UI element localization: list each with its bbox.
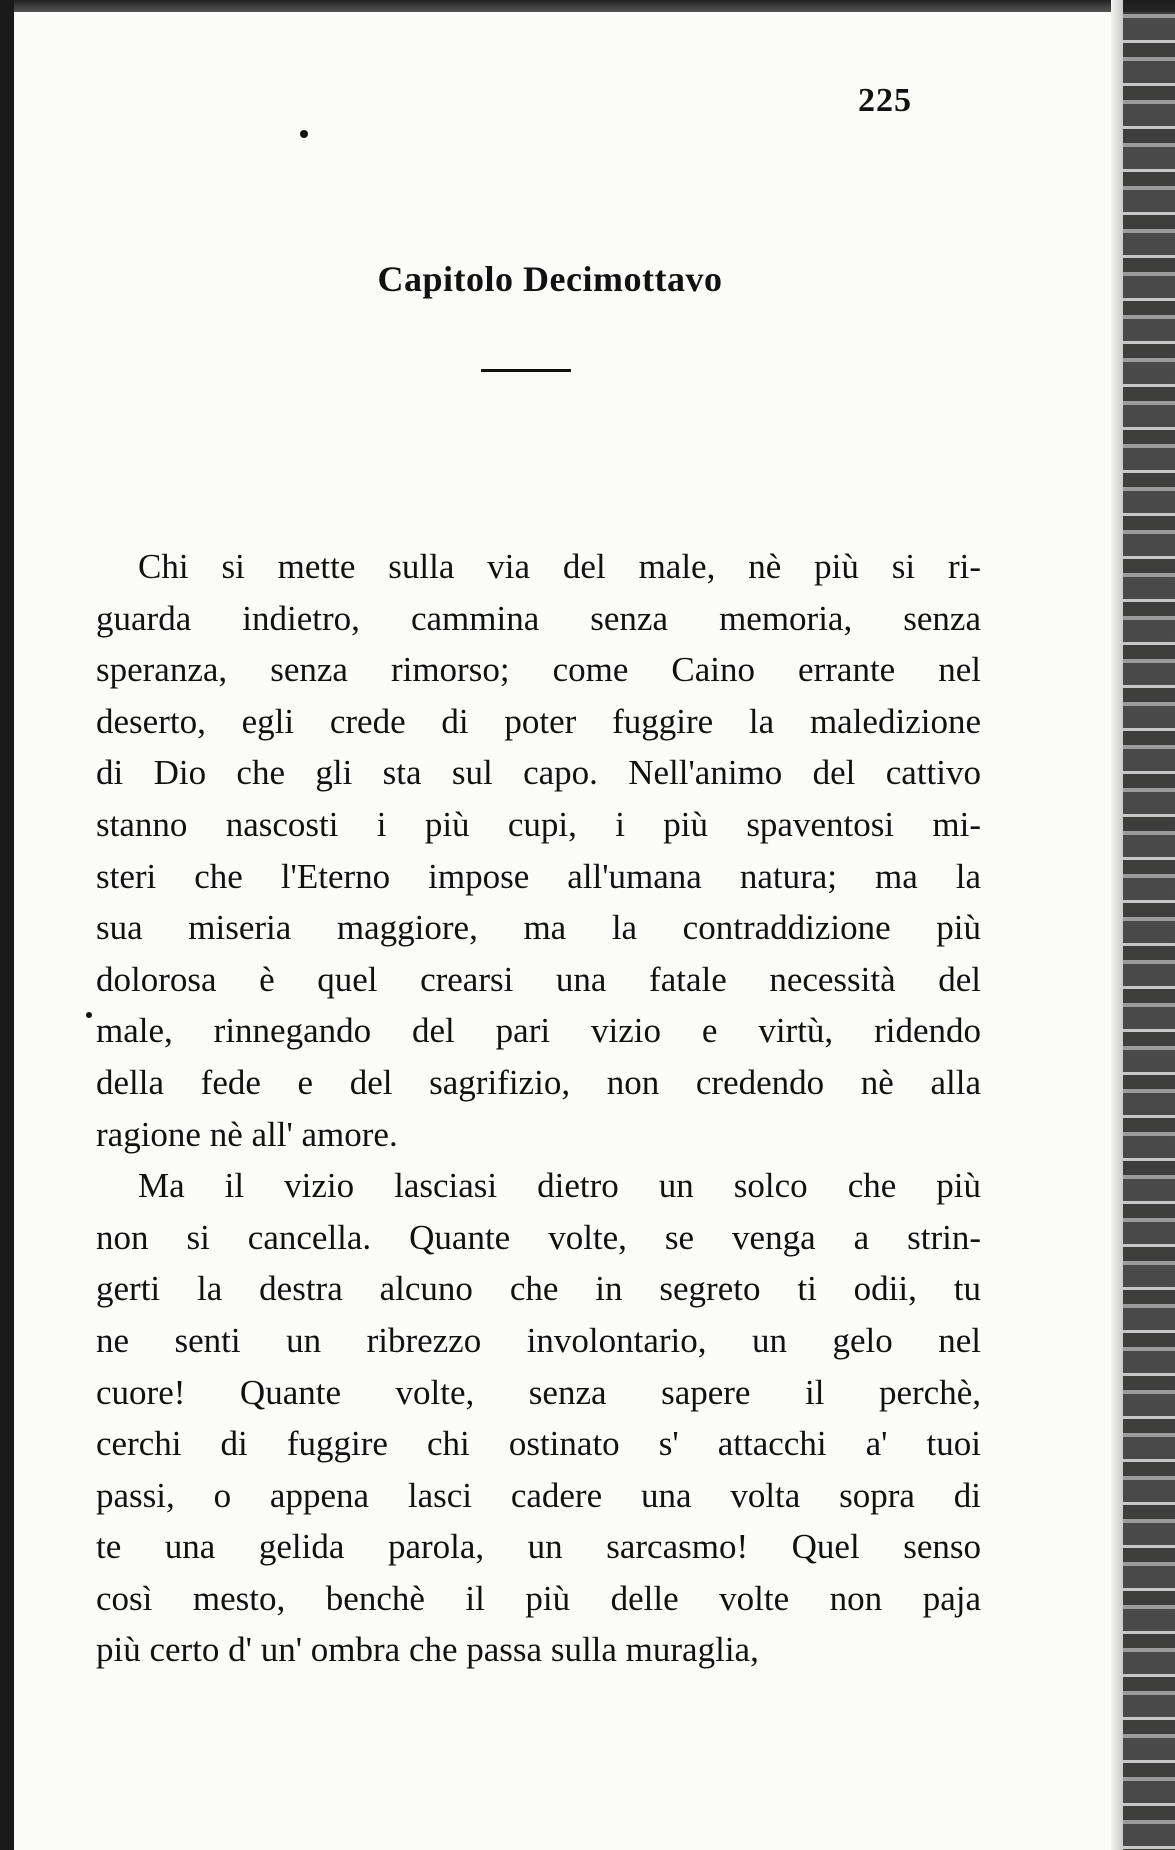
- text-line: deserto, egli crede di poter fuggire la maledizione: [96, 701, 981, 741]
- text-line: Ma il vizio lasciasi dietro un solco che più: [138, 1166, 981, 1206]
- text-line: sua miseria maggiore, ma la contraddizione più: [96, 908, 981, 948]
- text-line: cuore! Quante volte, senza sapere il perchè,: [96, 1372, 981, 1412]
- paragraph-1: [96, 541, 981, 1160]
- text-line: steri che l'Eterno impose all'umana natura; ma la: [96, 856, 981, 896]
- text-line: te una gelida parola, un sarcasmo! Quel senso: [96, 1527, 981, 1567]
- text-line: passi, o appena lasci cadere una volta sopra di: [96, 1475, 981, 1515]
- text-line: così mesto, benchè il più delle volte non paja: [96, 1578, 981, 1618]
- scan-edge-right: [1123, 0, 1175, 1850]
- page-number: 225: [858, 82, 912, 119]
- text-line: dolorosa è quel crearsi una fatale necessità del: [96, 959, 981, 999]
- scan-edge-top: [0, 0, 1175, 12]
- title-rule: [481, 369, 571, 372]
- text-line: speranza, senza rimorso; come Caino errante nel: [96, 650, 981, 690]
- ink-speck: [300, 130, 308, 138]
- ink-speck: [86, 1012, 92, 1018]
- text-line: stanno nascosti i più cupi, i più spaventosi mi-: [96, 804, 981, 844]
- text-line: gerti la destra alcuno che in segreto ti odii, tu: [96, 1269, 981, 1309]
- text-line: guarda indietro, cammina senza memoria, senza: [96, 598, 981, 638]
- text-line: ragione nè all' amore.: [96, 1114, 398, 1154]
- body-text: [96, 541, 981, 1676]
- text-line: male, rinnegando del pari vizio e virtù, ridendo: [96, 1011, 981, 1051]
- text-line: più certo d' un' ombra che passa sulla muraglia,: [96, 1630, 759, 1670]
- paragraph-2: [96, 1160, 981, 1676]
- text-line: ne senti un ribrezzo involontario, un gelo nel: [96, 1320, 981, 1360]
- text-line: della fede e del sagrifizio, non credendo nè alla: [96, 1062, 981, 1102]
- page-gutter-shadow: [1111, 0, 1123, 1850]
- text-line: Chi si mette sulla via del male, nè più si ri-: [138, 547, 981, 586]
- chapter-title: Capitolo Decimottavo: [377, 259, 723, 299]
- text-line: non si cancella. Quante volte, se venga a strin-: [96, 1217, 981, 1257]
- text-line: cerchi di fuggire chi ostinato s' attacchi a' tuoi: [96, 1424, 981, 1464]
- text-line: di Dio che gli sta sul capo. Nell'animo del cattivo: [96, 753, 981, 793]
